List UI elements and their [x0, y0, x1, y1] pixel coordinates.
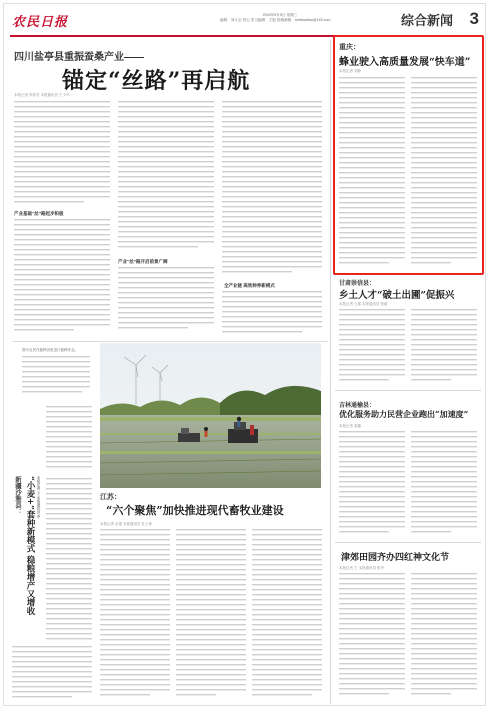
xinjiang-sidebar — [10, 474, 94, 706]
jilin-article — [337, 398, 481, 543]
page-number: 3 — [469, 9, 479, 28]
section-title: 综合新闻 — [400, 13, 453, 28]
main-subhead-2: 产业“丝”路开启前景广阔 — [118, 259, 168, 264]
caption-body-text — [10, 346, 94, 474]
jilin-body-text — [337, 398, 481, 543]
separator-line — [12, 341, 328, 342]
masthead-editors: 编辑：刘大全 刘云 见习编辑：王振 投稿邮箱：rmrbtoutiao@163.com — [220, 18, 331, 22]
jilin-byline: 本报记者 姜鑫 — [339, 424, 361, 428]
chongqing-title: 蜂业驶入高质量发展“快车道” — [339, 57, 471, 68]
gansu-kicker: 甘肃崇信县： — [339, 281, 376, 287]
chongqing-kicker: 重庆： — [339, 44, 360, 51]
masthead-info — [220, 13, 340, 23]
gansu-title: 乡土人才“破土出圃”促振兴 — [339, 290, 455, 301]
main-article-kicker: 四川盐亭县重振蚕桑产业—— — [14, 52, 144, 63]
jiangsu-article — [98, 490, 326, 706]
separator-line — [335, 542, 481, 543]
masthead — [10, 9, 481, 37]
jiangsu-kicker: 江苏： — [100, 494, 121, 501]
chongqing-article — [337, 39, 481, 273]
jiangsu-byline: 本报记者 余建 本报通讯员 杜士珍 — [100, 522, 152, 526]
main-subhead-3: 全产业链 高效种养新模式 — [224, 283, 275, 288]
gansu-body-text — [337, 276, 481, 388]
main-article-body-text — [10, 37, 326, 347]
chongqing-body-text — [337, 39, 481, 273]
xinjiang-body-text — [10, 474, 94, 706]
tianjin-article — [337, 546, 481, 706]
photo-caption: 图为农民在插秧田里进行插秧作业。 — [22, 348, 78, 352]
jiangsu-title: “六个聚焦”加快推进现代畜牧业建设 — [106, 504, 284, 517]
jiangsu-body-text — [98, 490, 326, 706]
tianjin-body-text — [337, 546, 481, 706]
newspaper-page — [3, 3, 486, 706]
column-separator — [330, 40, 331, 704]
main-article — [10, 37, 326, 347]
jilin-kicker: 吉林通榆县： — [339, 403, 376, 409]
tianjin-byline: 本报记者 王 本报通讯员 张华 — [339, 566, 384, 570]
rice-field-photo — [100, 343, 321, 488]
tianjin-title: 津郊田园齐办四红神文化节 — [341, 553, 450, 563]
main-subhead-1: 产业基础“丝”路起步积极 — [14, 211, 64, 216]
main-article-title: 锚定“丝路”再启航 — [62, 68, 251, 94]
photo-caption-block — [10, 346, 94, 474]
xinjiang-sidebar-kicker: 新疆沙雅县： — [14, 476, 22, 515]
xinjiang-sidebar-title: “小麦+”套种新模式 稳粮增产又增收 — [25, 476, 35, 615]
gansu-article — [337, 276, 481, 388]
xinjiang-sidebar-byline: 本报记者 王 本报通讯员 李 — [37, 476, 41, 519]
chongqing-byline: 本报记者 刘静 — [339, 69, 361, 73]
main-article-byline: 本报记者 李传君 本报通讯员 王少平 — [14, 93, 70, 97]
newspaper-logo: 农民日报 — [12, 15, 69, 30]
separator-line — [335, 390, 481, 391]
gansu-byline: 本报记者 王雄 本报通讯员 张丽 — [339, 302, 388, 306]
masthead-date: 2020年9月9日 星期三 — [262, 13, 298, 17]
jilin-title: 优化服务助力民营企业跑出“加速度” — [339, 409, 469, 419]
